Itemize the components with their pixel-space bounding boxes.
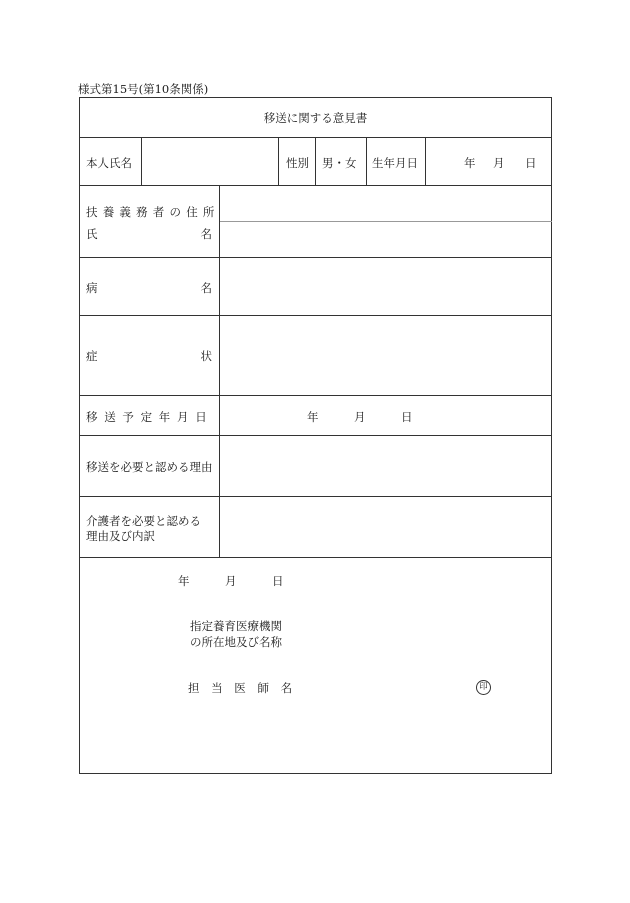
footer-month-unit: 月 [225,574,237,588]
seal-mark: 印 [476,680,491,695]
rule-v-label-column [219,185,220,557]
guardian-name-label-right: 名 [200,227,212,241]
rule-v-name-value [278,137,279,185]
guardian-name-label-left: 氏 [86,227,98,241]
reason-caregiver-label-line2: 理由及び内訳 [86,529,155,543]
sex-options: 男・女 [322,156,357,170]
rule-guardian-bottom [79,257,552,258]
birth-year-unit: 年 [464,156,476,170]
transfer-day-unit: 日 [401,410,413,424]
symptoms-label [86,348,212,364]
birth-date-label: 生年月日 [372,156,418,170]
form-number-label: 様式第15号(第10条関係) [78,82,209,96]
sex-label: 性別 [286,156,309,170]
rule-reason-caregiver-bottom [79,557,552,558]
transfer-year-unit: 年 [307,410,319,424]
rule-reason-transfer-bottom [79,496,552,497]
rule-v-sex-label [315,137,316,185]
rule-patient-bottom [79,185,552,186]
birth-day-unit: 日 [525,156,537,170]
institution-label-line2: の所在地及び名称 [190,635,282,649]
rule-symptoms-bottom [79,395,552,396]
disease-label-right: 名 [200,281,212,295]
rule-v-sex-value [366,137,367,185]
rule-disease-bottom [79,315,552,316]
institution-label-line1: 指定養育医療機関 [190,619,282,633]
footer-day-unit: 日 [272,574,284,588]
footer-year-unit: 年 [178,574,190,588]
transfer-date-label: 移送予定年月日 [86,410,214,424]
form-title: 移送に関する意見書 [263,111,368,125]
reason-caregiver-label-line1: 介護者を必要と認める [86,514,201,528]
birth-month-unit: 月 [493,156,505,170]
guardian-address-label: 扶養義務者の住所 [86,205,220,219]
rule-v-name-label [141,137,142,185]
transfer-month-unit: 月 [354,410,366,424]
patient-name-label: 本人氏名 [86,156,132,170]
guardian-name-label [86,226,212,242]
rule-transfer-date-bottom [79,435,552,436]
doctor-name-label: 担 当 医 師 名 [188,681,297,695]
rule-guardian-mid [219,221,552,222]
symptoms-label-left: 症 [86,349,98,363]
disease-label-left: 病 [86,281,98,295]
rule-v-birth-label [425,137,426,185]
symptoms-label-right: 状 [200,349,212,363]
reason-transfer-label: 移送を必要と認める理由 [86,460,213,474]
disease-name-label [86,280,212,296]
